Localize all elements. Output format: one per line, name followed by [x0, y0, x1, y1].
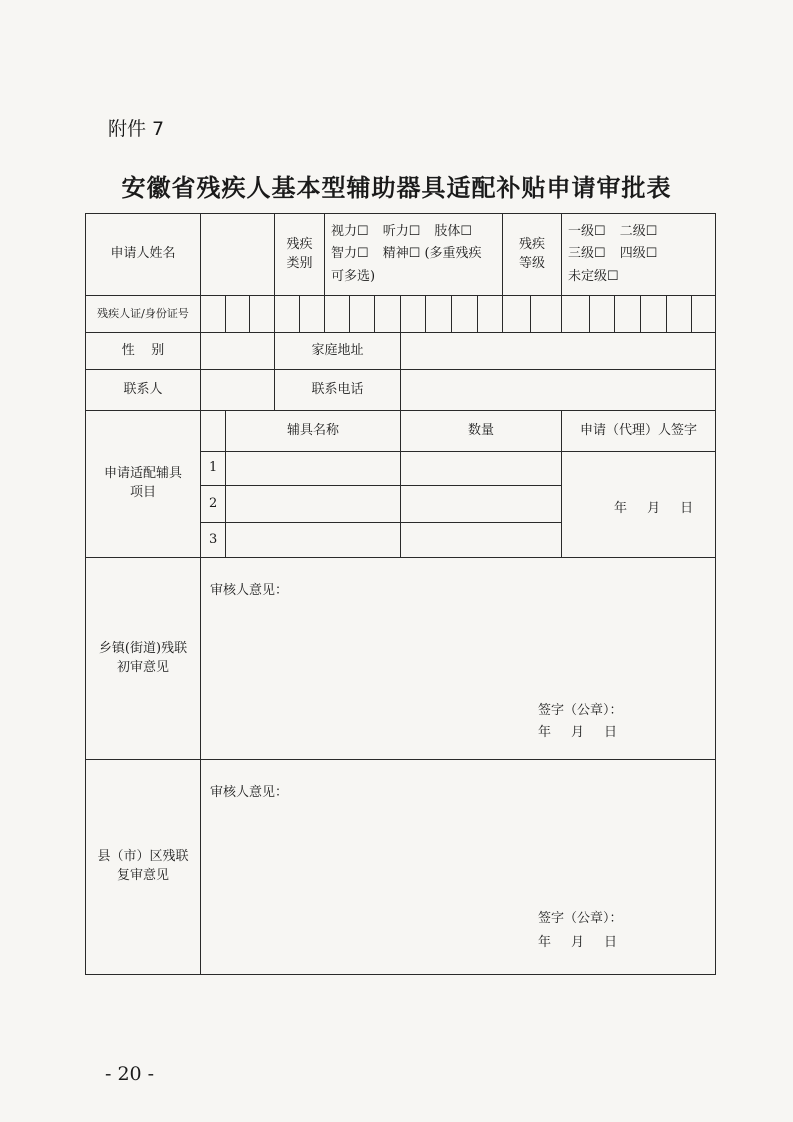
gender-label: 性 别 [86, 333, 201, 370]
id-digit-box[interactable] [226, 296, 250, 333]
sign-stamp-label: 签字（公章）： [538, 911, 623, 926]
id-digit-box[interactable] [590, 296, 615, 333]
id-digit-box[interactable] [350, 296, 375, 333]
attachment-label: 附件 7 [108, 118, 165, 140]
id-digit-box[interactable] [503, 296, 531, 333]
id-digit-box[interactable] [692, 296, 716, 333]
row-number: 2 [201, 486, 226, 523]
contact-phone-field[interactable] [401, 370, 716, 411]
county-review-label: 县（市）区残联 复审意见 [86, 760, 201, 975]
id-digit-box[interactable] [667, 296, 692, 333]
id-digit-box[interactable] [375, 296, 401, 333]
applicant-name-label: 申请人姓名 [86, 214, 201, 296]
id-digit-box[interactable] [401, 296, 426, 333]
address-label: 家庭地址 [275, 333, 401, 370]
reviewer-opinion-label: 审核人意见： [210, 583, 289, 598]
review-date: 年 月 日 [538, 725, 618, 740]
device-name-field[interactable] [226, 452, 401, 486]
row-number: 3 [201, 523, 226, 558]
id-digit-box[interactable] [426, 296, 452, 333]
id-digit-box[interactable] [300, 296, 325, 333]
id-number-label: 残疾人证/身份证号 [86, 296, 201, 333]
id-digit-box[interactable] [275, 296, 300, 333]
row-number-header [201, 411, 226, 452]
disability-level-options[interactable]: 一级☐ 二级☐ 三级☐ 四级☐ 未定级☐ [562, 214, 716, 296]
device-name-field[interactable] [226, 486, 401, 523]
contact-person-label: 联系人 [86, 370, 201, 411]
id-digit-box[interactable] [478, 296, 503, 333]
disability-type-options[interactable]: 视力☐ 听力☐ 肢体☐ 智力☐ 精神☐ (多重残疾 可多选) [325, 214, 503, 296]
quantity-header: 数量 [401, 411, 562, 452]
id-digit-box[interactable] [325, 296, 350, 333]
device-name-header: 辅具名称 [226, 411, 401, 452]
id-digit-box[interactable] [641, 296, 667, 333]
signature-header: 申请（代理）人签字 [562, 411, 716, 452]
form-title: 安徽省残疾人基本型辅助器具适配补贴申请审批表 [121, 173, 672, 202]
page-number: - 20 - [105, 1063, 155, 1085]
address-field[interactable] [401, 333, 716, 370]
id-digit-box[interactable] [201, 296, 226, 333]
signature-date: 年 月 日 [614, 501, 694, 516]
device-name-field[interactable] [226, 523, 401, 558]
review-date: 年 月 日 [538, 935, 618, 950]
contact-phone-label: 联系电话 [275, 370, 401, 411]
sign-stamp-label: 签字（公章）： [538, 703, 623, 718]
application-form-table [85, 213, 716, 975]
applicant-name-field[interactable] [201, 214, 275, 296]
reviewer-opinion-label: 审核人意见： [210, 785, 289, 800]
disability-type-label: 残疾 类别 [275, 214, 325, 296]
id-digit-box[interactable] [562, 296, 590, 333]
id-digit-box[interactable] [250, 296, 275, 333]
township-review-label: 乡镇(街道)残联 初审意见 [86, 558, 201, 760]
quantity-field[interactable] [401, 486, 562, 523]
row-number: 1 [201, 452, 226, 486]
contact-person-field[interactable] [201, 370, 275, 411]
quantity-field[interactable] [401, 523, 562, 558]
applicant-signature-area[interactable] [562, 452, 716, 558]
id-digit-box[interactable] [452, 296, 478, 333]
id-digit-box[interactable] [531, 296, 562, 333]
county-review-area[interactable] [201, 760, 716, 975]
quantity-field[interactable] [401, 452, 562, 486]
id-digit-box[interactable] [615, 296, 641, 333]
gender-field[interactable] [201, 333, 275, 370]
device-section-label: 申请适配辅具 项目 [86, 411, 201, 558]
township-review-area[interactable] [201, 558, 716, 760]
disability-level-label: 残疾 等级 [503, 214, 562, 296]
